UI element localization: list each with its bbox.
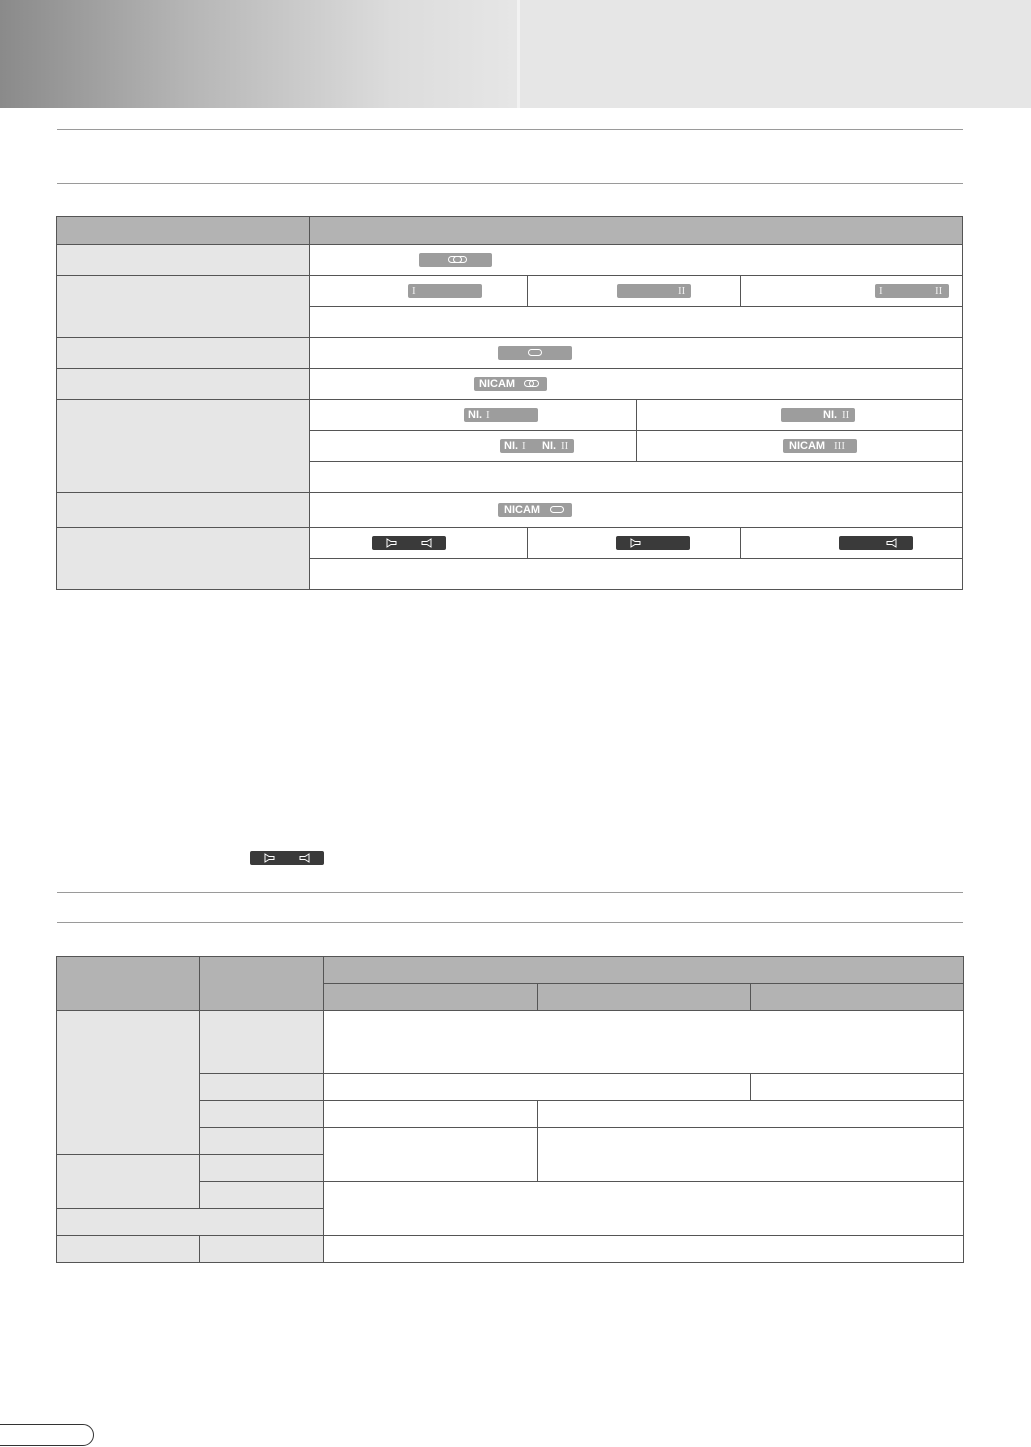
section-rule-top xyxy=(57,129,963,130)
row-label-cell xyxy=(200,1074,324,1101)
right-speaker-icon xyxy=(416,538,432,548)
row-label-cell xyxy=(57,1236,200,1263)
row-label-cell xyxy=(200,1128,324,1155)
data-cell xyxy=(538,1128,964,1182)
section-rule xyxy=(57,183,963,184)
table-header-cell xyxy=(310,217,963,245)
data-cell xyxy=(324,1074,751,1101)
row-label-cell xyxy=(57,400,310,493)
mono-oval-icon xyxy=(528,349,542,356)
note-cell xyxy=(310,307,963,338)
left-speaker-icon xyxy=(386,538,402,548)
table-header-cell xyxy=(324,957,964,984)
sound-ii-badge xyxy=(617,284,691,298)
section-rule xyxy=(57,922,963,923)
roman-two-label: II xyxy=(935,285,943,297)
header-band xyxy=(0,0,1031,108)
data-cell xyxy=(751,1074,964,1101)
table-header-cell xyxy=(57,217,310,245)
nicam-label: NICAM xyxy=(789,440,826,452)
row-label-cell xyxy=(200,1155,324,1182)
indicator-cell xyxy=(310,369,963,400)
speaker-both-badge xyxy=(250,851,324,865)
speaker-both-badge xyxy=(372,536,446,550)
table-header-cell xyxy=(324,984,538,1011)
row-label-cell xyxy=(57,245,310,276)
roman-one-label: I xyxy=(412,285,416,297)
nicam-stereo-badge xyxy=(474,377,547,391)
ni-label: NI. xyxy=(504,440,519,452)
output-table xyxy=(56,956,964,1263)
roman-three-label: III xyxy=(834,440,845,452)
row-label-cell xyxy=(57,493,310,528)
data-cell xyxy=(324,1101,538,1128)
nicam-i-badge xyxy=(464,408,538,422)
sound-i-ii-badge xyxy=(875,284,949,298)
roman-two-label: II xyxy=(678,285,686,297)
indicator-cell xyxy=(310,338,963,369)
data-cell xyxy=(324,1128,538,1182)
ni-label: NI. xyxy=(542,440,557,452)
stereo-badge xyxy=(419,253,492,267)
roman-one-label: I xyxy=(879,285,883,297)
data-cell xyxy=(324,1011,964,1074)
row-label-cell xyxy=(57,338,310,369)
row-label-cell xyxy=(57,528,310,590)
roman-one-label: I xyxy=(522,440,526,452)
indicator-cell xyxy=(310,528,528,559)
mono-oval-icon xyxy=(550,506,564,513)
table-header-cell xyxy=(57,957,200,1011)
nicam-iii-badge xyxy=(783,439,857,453)
page-number-tab xyxy=(0,1424,94,1446)
row-label-cell xyxy=(57,369,310,400)
row-label-cell xyxy=(57,1011,200,1155)
indicator-cell xyxy=(528,276,741,307)
speaker-left-badge xyxy=(616,536,690,550)
sound-i-badge xyxy=(408,284,482,298)
sound-mode-table xyxy=(56,216,963,590)
ni-label: NI. xyxy=(823,409,838,421)
row-label-cell xyxy=(57,1209,324,1236)
row-label-cell xyxy=(57,1155,200,1209)
indicator-cell xyxy=(310,493,963,528)
indicator-cell xyxy=(637,431,963,462)
table-header-cell xyxy=(538,984,751,1011)
indicator-cell xyxy=(310,431,637,462)
roman-two-label: II xyxy=(842,409,850,421)
ni-label: NI. xyxy=(468,409,483,421)
mono-badge xyxy=(498,346,572,360)
data-cell xyxy=(324,1236,964,1263)
roman-two-label: II xyxy=(561,440,569,452)
nicam-ii-badge xyxy=(781,408,855,422)
note-cell xyxy=(310,559,963,590)
stereo-oval-icon xyxy=(453,256,467,263)
nicam-i-ii-badge xyxy=(500,439,574,453)
data-cell xyxy=(538,1101,964,1128)
indicator-cell xyxy=(310,245,963,276)
data-cell xyxy=(324,1182,964,1236)
row-label-cell xyxy=(200,1236,324,1263)
section-rule-top xyxy=(57,892,963,893)
left-speaker-icon xyxy=(264,853,280,863)
header-divider xyxy=(517,0,520,108)
note-cell xyxy=(310,462,963,493)
nicam-label: NICAM xyxy=(479,378,516,390)
left-speaker-icon xyxy=(630,538,646,548)
row-label-cell xyxy=(200,1101,324,1128)
right-speaker-icon xyxy=(294,853,310,863)
speaker-right-badge xyxy=(839,536,913,550)
nicam-mono-badge xyxy=(498,503,572,517)
row-label-cell xyxy=(57,276,310,338)
indicator-cell xyxy=(528,528,741,559)
stereo-oval-icon xyxy=(529,380,539,387)
indicator-cell xyxy=(741,276,963,307)
row-label-cell xyxy=(200,1182,324,1209)
row-label-cell xyxy=(200,1011,324,1074)
indicator-cell xyxy=(310,276,528,307)
nicam-label: NICAM xyxy=(504,504,541,516)
indicator-cell xyxy=(741,528,963,559)
indicator-cell xyxy=(637,400,963,431)
right-speaker-icon xyxy=(881,538,897,548)
table-header-cell xyxy=(200,957,324,1011)
roman-one-label: I xyxy=(486,409,490,421)
table-header-cell xyxy=(751,984,964,1011)
indicator-cell xyxy=(310,400,637,431)
